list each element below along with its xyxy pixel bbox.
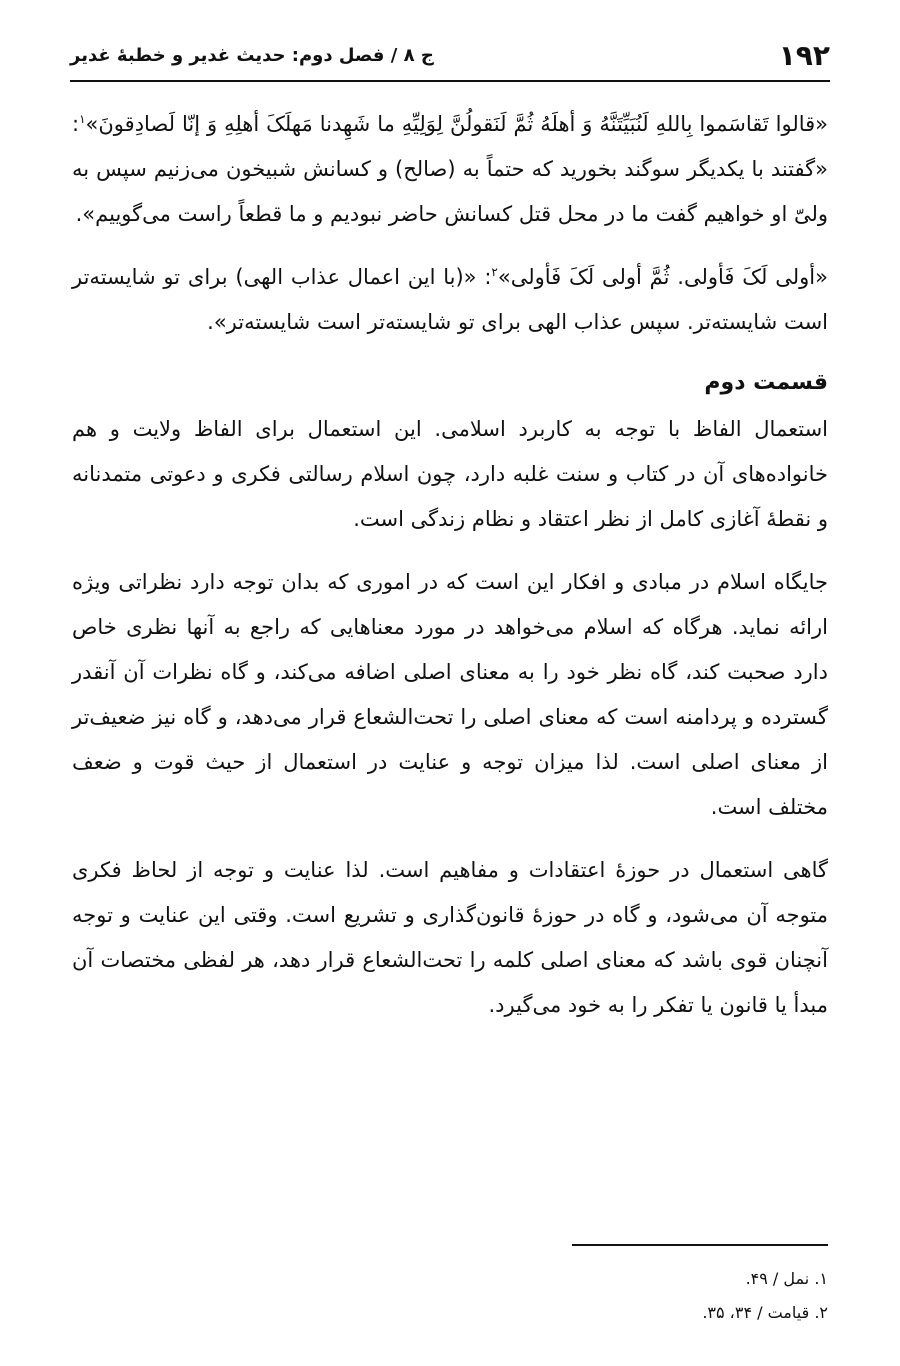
verse-paragraph-2: [72, 255, 828, 345]
page-header: [70, 30, 830, 82]
footnote-ref-1: ۱: [79, 112, 86, 126]
footnote-divider: [572, 1244, 828, 1246]
verse-translation-1: : «گفتند با یکدیگر سوگند بخورید که حتماً به (صالح) و کسانش شبیخون می‌زنیم سپس به ولیّ او خواهیم گفت ما در محل قتل کسانش حاضر نبودیم و ما قطعاً راست می‌گوییم».: [72, 112, 828, 226]
body-paragraph-2: جایگاه اسلام در مبادی و افکار این است که در اموری که بدان توجه دارد نظراتی ویژه ارائه نماید. هرگاه که اسلام می‌خواهد در مورد معناهایی که راجع به آنها نظری خاص دارد صحبت کند، گاه نظر خود را به معنای اصلی اضافه می‌کند، و گاه نظرات آن آنقدر گسترده و پردامنه است که معنای اصلی را تحت‌الشعاع قرار می‌دهد، و گاه نیز ضعیف‌تر از معنای اصلی است. لذا میزان توجه و عنایت در استعمال از حیث قوت و ضعف مختلف است.: [72, 570, 828, 819]
footnote-2: ۲. قیامت / ۳۴، ۳۵.: [702, 1303, 828, 1322]
page-number: ۱۹۲: [778, 38, 830, 72]
body-paragraph-3: گاهی استعمال در حوزهٔ اعتقادات و مفاهیم است. لذا عنایت و توجه از لحاظ فکری متوجه آن می‌شود، و گاه در حوزهٔ قانون‌گذاری و تشریع است. وقتی این عنایت و توجه آنچنان قوی باشد که معنای اصلی کلمه را تحت‌الشعاع قرار دهد، هر لفظی مختصات آن مبدأ یا قانون یا تفکر را به خود می‌گیرد.: [72, 858, 828, 1017]
quran-verse-2: «أولی لَکَ فَأولی. ثُمَّ أولی لَکَ فَأولی»: [497, 265, 828, 289]
verse-paragraph-1: [72, 102, 828, 237]
footnote-1: ۱. نمل / ۴۹.: [745, 1269, 828, 1288]
section-heading: قسمت دوم: [704, 370, 828, 395]
verse-translation-2: : «(با این اعمال عذاب الهی) برای تو شایسته‌تر است شایسته‌تر. سپس عذاب الهی برای تو شایسته‌تر است شایسته‌تر».: [72, 265, 828, 334]
running-title: ج ۸ / فصل دوم: حدیث غدیر و خطبهٔ غدیر: [70, 44, 434, 66]
page-body: [72, 102, 828, 1046]
body-paragraph-1: استعمال الفاظ با توجه به کاربرد اسلامی. این استعمال برای الفاظ ولایت و هم خانواده‌های آن در کتاب و سنت غلبه دارد، چون اسلام رسالتی فکری و دعوتی متمدنانه و نقطهٔ آغازی کامل از نظر اعتقاد و نظام زندگی است.: [72, 417, 828, 531]
footnotes: [72, 1262, 828, 1330]
quran-verse-1: «قالوا تَقاسَموا بِاللهِ لَنُبَيِّتَنَّهُ وَ أهلَهُ ثُمَّ لَنَقولُنَّ لِوَلِيِّهِ ما شَهِدنا مَهلَکَ أهلِهِ وَ إنّا لَصادِقونَ»: [85, 112, 828, 136]
footnote-ref-2: ۲: [491, 265, 498, 279]
